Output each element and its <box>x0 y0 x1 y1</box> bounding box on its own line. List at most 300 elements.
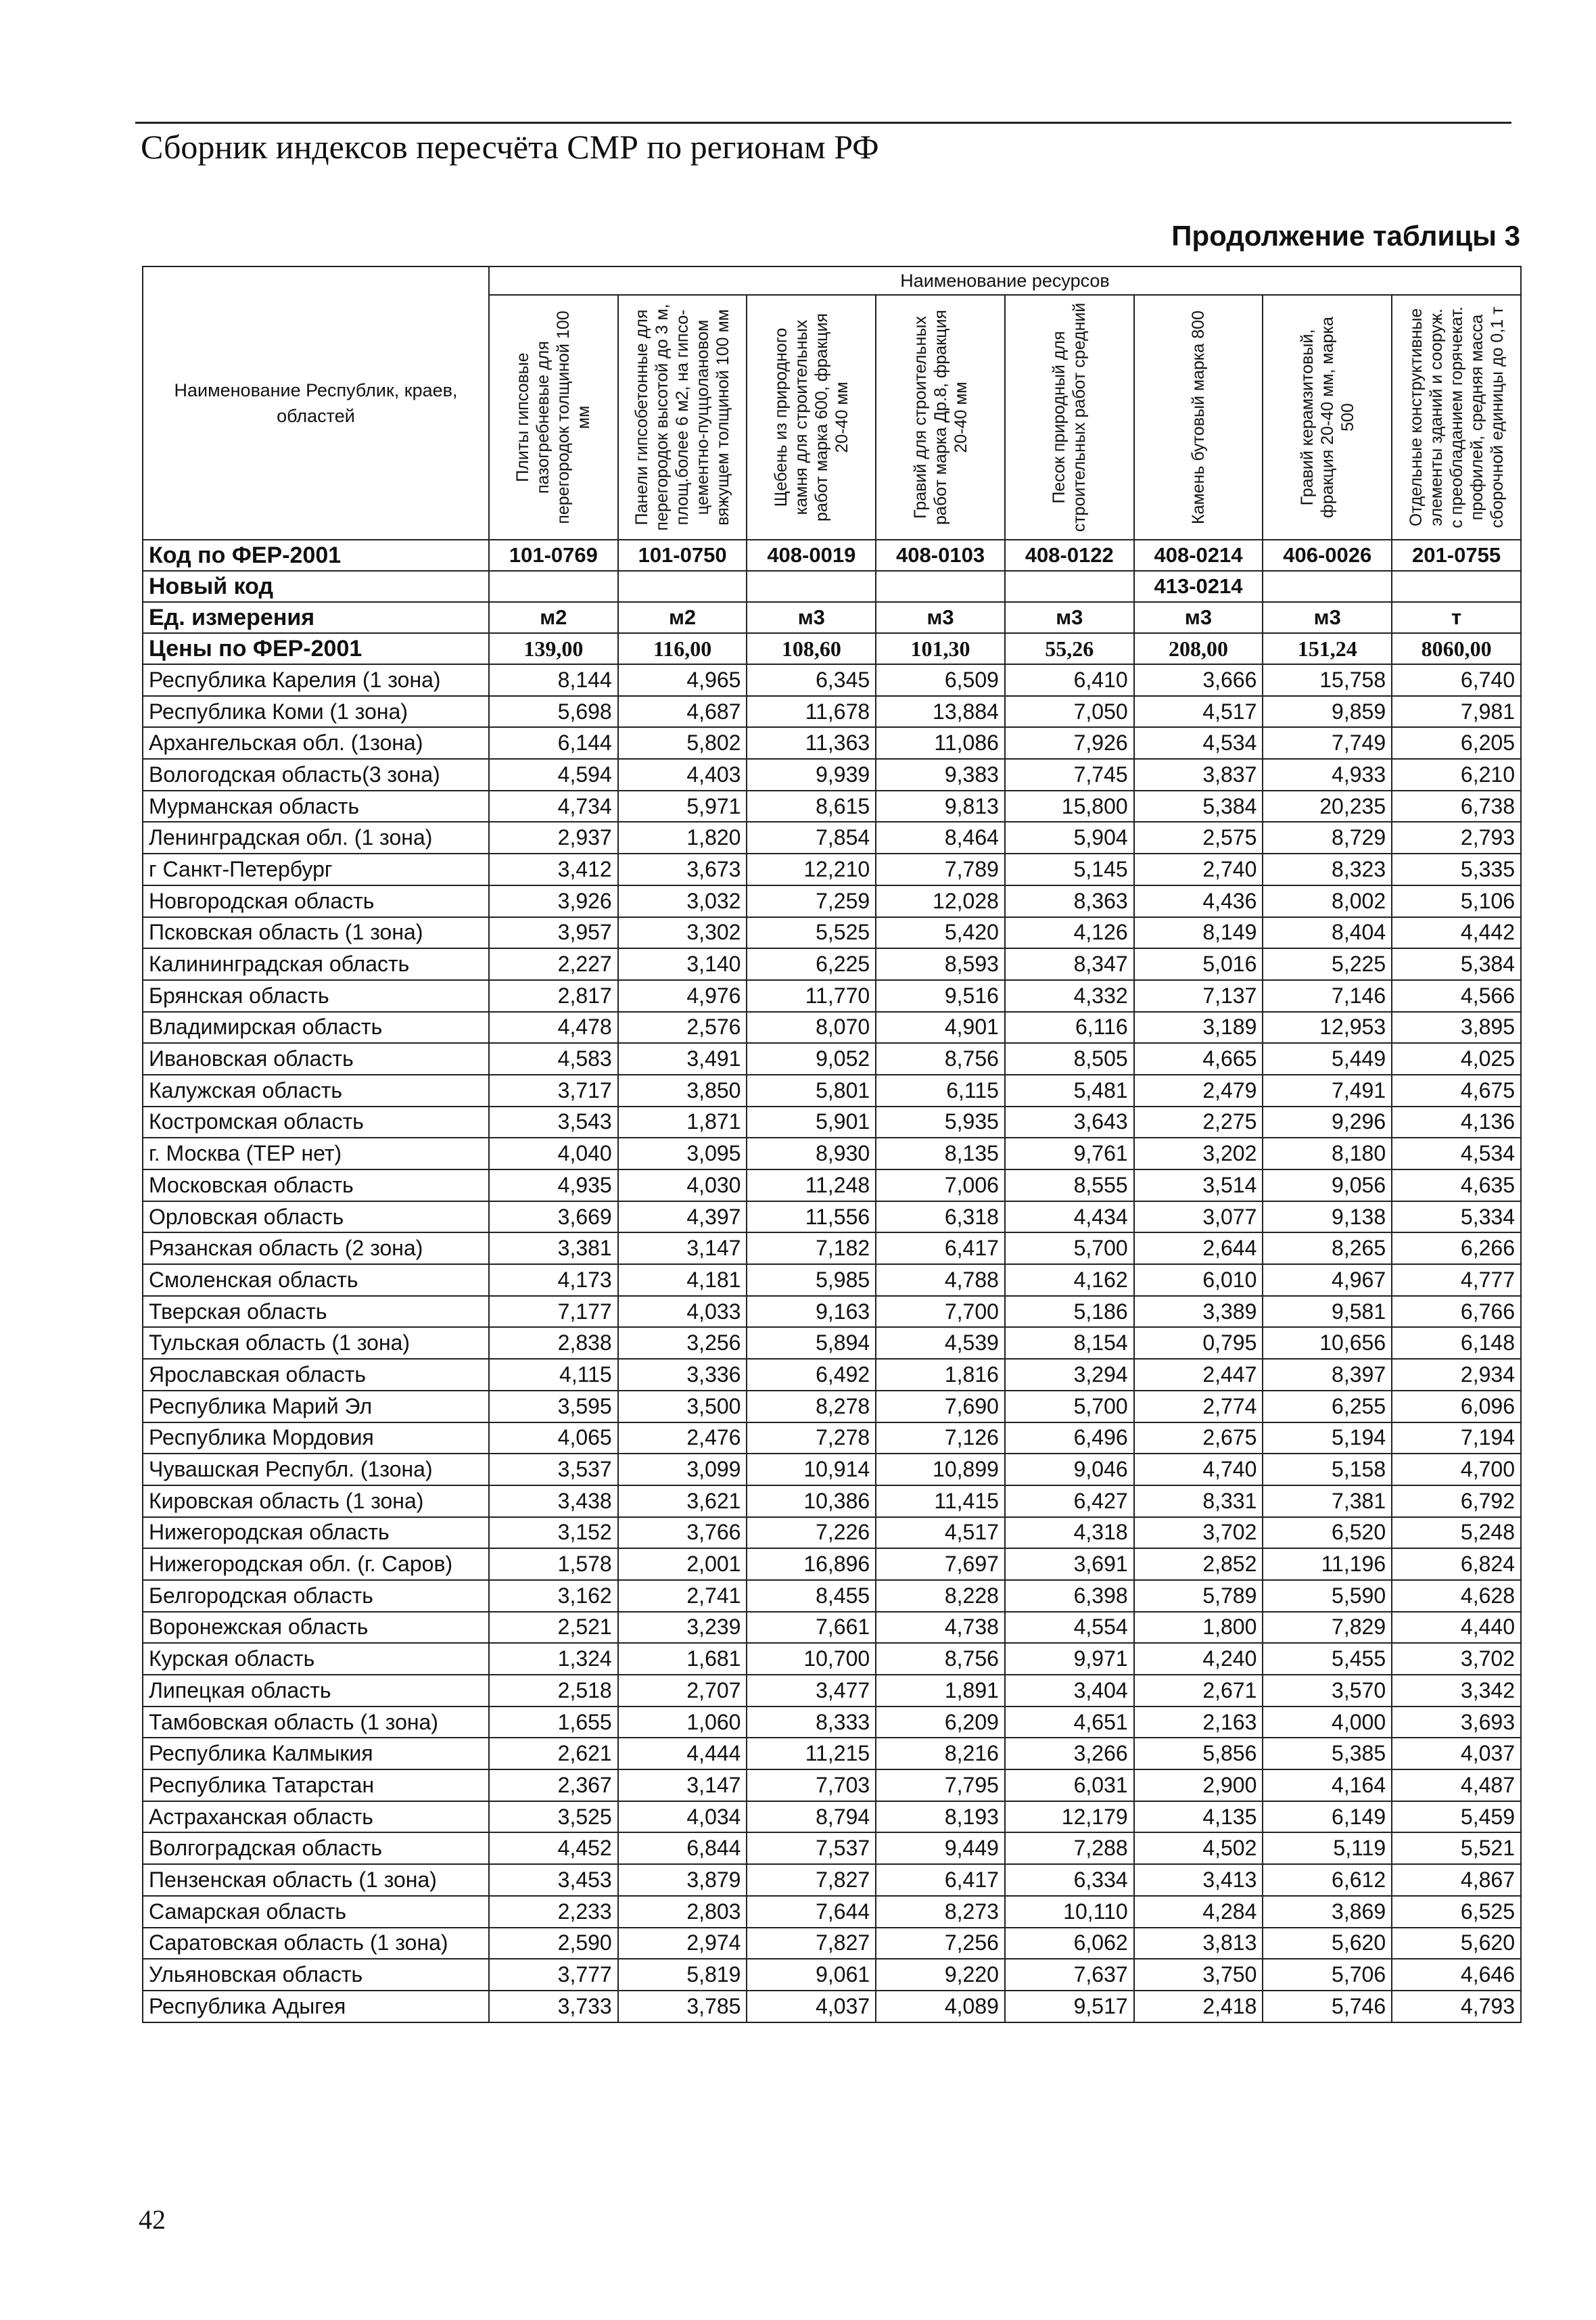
table-row <box>143 1138 1521 1169</box>
index-value: 8,216 <box>876 1738 1005 1769</box>
index-value: 5,335 <box>1392 854 1521 885</box>
price-cell: 55,26 <box>1005 633 1134 664</box>
region-name: Смоленская область <box>143 1264 489 1296</box>
index-value: 4,734 <box>489 791 618 822</box>
index-value: 3,491 <box>618 1043 747 1075</box>
index-value: 2,576 <box>618 1012 747 1044</box>
index-value: 4,065 <box>489 1422 618 1454</box>
unit-cell: м2 <box>489 602 618 633</box>
table-row <box>143 1169 1521 1201</box>
column-header: Камень бутовый марка 800 <box>1134 295 1263 540</box>
index-value: 3,702 <box>1392 1643 1521 1675</box>
index-value: 4,965 <box>618 664 747 696</box>
index-value: 4,033 <box>618 1296 747 1328</box>
index-value: 4,583 <box>489 1043 618 1075</box>
region-name: Республика Коми (1 зона) <box>143 696 489 728</box>
index-value: 2,852 <box>1134 1548 1263 1580</box>
index-value: 7,827 <box>747 1864 876 1896</box>
index-value: 4,136 <box>1392 1107 1521 1138</box>
index-value: 3,717 <box>489 1075 618 1107</box>
price-cell: 101,30 <box>876 633 1005 664</box>
region-name: Пензенская область (1 зона) <box>143 1864 489 1896</box>
index-value: 7,226 <box>747 1517 876 1549</box>
index-value: 6,255 <box>1263 1391 1392 1422</box>
index-value: 8,180 <box>1263 1138 1392 1169</box>
index-value: 7,795 <box>876 1769 1005 1801</box>
index-value: 4,000 <box>1263 1707 1392 1738</box>
index-value: 3,673 <box>618 854 747 885</box>
index-value: 8,555 <box>1005 1169 1134 1201</box>
table-row <box>143 1107 1521 1138</box>
index-value: 9,971 <box>1005 1643 1134 1675</box>
table-row <box>143 1043 1521 1075</box>
index-value: 7,126 <box>876 1422 1005 1454</box>
index-value: 3,413 <box>1134 1864 1263 1896</box>
region-name: Ульяновская область <box>143 1959 489 1991</box>
index-value: 5,194 <box>1263 1422 1392 1454</box>
unit-cell: м3 <box>1134 602 1263 633</box>
table-row <box>143 1801 1521 1833</box>
column-header: Щебень из природного камня для строительных работ марка 600, фракция 20-40 мм <box>747 295 876 540</box>
index-value: 3,294 <box>1005 1359 1134 1391</box>
region-name: Республика Адыгея <box>143 1991 489 2022</box>
index-value: 2,774 <box>1134 1391 1263 1422</box>
index-value: 2,621 <box>489 1738 618 1769</box>
index-value: 7,177 <box>489 1296 618 1328</box>
unit-row-label: Ед. измерения <box>143 602 489 633</box>
index-value: 3,693 <box>1392 1707 1521 1738</box>
unit-cell: м3 <box>747 602 876 633</box>
table-row <box>143 1327 1521 1359</box>
index-value: 9,052 <box>747 1043 876 1075</box>
region-name: г Санкт-Петербург <box>143 854 489 885</box>
index-value: 7,703 <box>747 1769 876 1801</box>
index-value: 3,570 <box>1263 1675 1392 1707</box>
index-value: 10,656 <box>1263 1327 1392 1359</box>
index-value: 10,899 <box>876 1454 1005 1485</box>
index-value: 5,525 <box>747 917 876 949</box>
index-value: 2,227 <box>489 948 618 980</box>
index-value: 8,363 <box>1005 885 1134 917</box>
region-name: Вологодская область(3 зона) <box>143 759 489 791</box>
index-value: 4,517 <box>1134 696 1263 728</box>
index-value: 2,707 <box>618 1675 747 1707</box>
index-value: 1,324 <box>489 1643 618 1675</box>
page-number: 42 <box>139 2204 166 2235</box>
index-value: 4,534 <box>1392 1138 1521 1169</box>
index-value: 6,031 <box>1005 1769 1134 1801</box>
region-name: Брянская область <box>143 980 489 1012</box>
index-value: 3,147 <box>618 1769 747 1801</box>
index-value: 4,030 <box>618 1169 747 1201</box>
index-value: 5,698 <box>489 696 618 728</box>
index-value: 2,418 <box>1134 1991 1263 2022</box>
index-value: 5,248 <box>1392 1517 1521 1549</box>
table-row <box>143 917 1521 949</box>
region-name: Тамбовская область (1 зона) <box>143 1707 489 1738</box>
index-value: 8,397 <box>1263 1359 1392 1391</box>
unit-cell: т <box>1392 602 1521 633</box>
index-value: 9,859 <box>1263 696 1392 728</box>
index-value: 6,525 <box>1392 1896 1521 1928</box>
index-value: 3,342 <box>1392 1675 1521 1707</box>
region-name: Республика Карелия (1 зона) <box>143 664 489 696</box>
index-value: 12,953 <box>1263 1012 1392 1044</box>
index-value: 2,001 <box>618 1548 747 1580</box>
index-value: 4,025 <box>1392 1043 1521 1075</box>
index-value: 3,837 <box>1134 759 1263 791</box>
index-value: 9,761 <box>1005 1138 1134 1169</box>
index-value: 5,789 <box>1134 1580 1263 1612</box>
index-value: 3,412 <box>489 854 618 885</box>
index-value: 9,046 <box>1005 1454 1134 1485</box>
index-value: 9,138 <box>1263 1201 1392 1233</box>
index-value: 5,449 <box>1263 1043 1392 1075</box>
index-value: 9,061 <box>747 1959 876 1991</box>
index-value: 4,777 <box>1392 1264 1521 1296</box>
index-value: 8,615 <box>747 791 876 822</box>
region-name: Республика Калмыкия <box>143 1738 489 1769</box>
new-code-cell <box>747 571 876 602</box>
index-value: 7,827 <box>747 1928 876 1959</box>
table-continuation-caption: Продолжение таблицы 3 <box>1171 220 1520 252</box>
index-value: 6,210 <box>1392 759 1521 791</box>
index-value: 10,386 <box>747 1485 876 1517</box>
index-value: 15,800 <box>1005 791 1134 822</box>
code-cell: 101-0750 <box>618 540 747 571</box>
index-value: 2,741 <box>618 1580 747 1612</box>
table-row <box>143 696 1521 728</box>
index-value: 8,756 <box>876 1043 1005 1075</box>
index-value: 5,334 <box>1392 1201 1521 1233</box>
region-header: Наименование Республик, краев, областей <box>143 266 489 540</box>
index-value: 7,381 <box>1263 1485 1392 1517</box>
index-value: 7,690 <box>876 1391 1005 1422</box>
index-value: 6,766 <box>1392 1296 1521 1328</box>
index-value: 3,477 <box>747 1675 876 1707</box>
index-value: 2,934 <box>1392 1359 1521 1391</box>
index-value: 6,509 <box>876 664 1005 696</box>
index-value: 12,179 <box>1005 1801 1134 1833</box>
index-value: 3,453 <box>489 1864 618 1896</box>
table-row <box>143 1201 1521 1233</box>
index-value: 3,500 <box>618 1391 747 1422</box>
index-value: 6,520 <box>1263 1517 1392 1549</box>
table-row <box>143 1959 1521 1991</box>
index-value: 3,537 <box>489 1454 618 1485</box>
document-title: Сборник индексов пересчёта СМР по регионам РФ <box>141 128 879 166</box>
region-name: Ярославская область <box>143 1359 489 1391</box>
index-value: 2,817 <box>489 980 618 1012</box>
index-value: 5,384 <box>1134 791 1263 822</box>
index-value: 4,478 <box>489 1012 618 1044</box>
index-value: 9,163 <box>747 1296 876 1328</box>
index-value: 4,403 <box>618 759 747 791</box>
index-value: 3,595 <box>489 1391 618 1422</box>
unit-cell: м2 <box>618 602 747 633</box>
table-row <box>143 1675 1521 1707</box>
region-name: Тверская область <box>143 1296 489 1328</box>
index-value: 9,581 <box>1263 1296 1392 1328</box>
index-value: 5,590 <box>1263 1580 1392 1612</box>
index-value: 6,116 <box>1005 1012 1134 1044</box>
index-value: 5,385 <box>1263 1738 1392 1769</box>
column-header: Песок природный для строительных работ средний <box>1005 295 1134 540</box>
index-value: 3,239 <box>618 1612 747 1644</box>
index-value: 5,145 <box>1005 854 1134 885</box>
index-value: 4,788 <box>876 1264 1005 1296</box>
unit-cell: м3 <box>876 602 1005 633</box>
index-value: 8,070 <box>747 1012 876 1044</box>
index-value: 6,492 <box>747 1359 876 1391</box>
index-value: 3,189 <box>1134 1012 1263 1044</box>
index-value: 7,644 <box>747 1896 876 1928</box>
index-value: 3,514 <box>1134 1169 1263 1201</box>
index-value: 1,578 <box>489 1548 618 1580</box>
index-value: 3,266 <box>1005 1738 1134 1769</box>
new-code-cell <box>1005 571 1134 602</box>
index-value: 3,389 <box>1134 1296 1263 1328</box>
index-value: 15,758 <box>1263 664 1392 696</box>
index-value: 4,967 <box>1263 1264 1392 1296</box>
index-value: 5,856 <box>1134 1738 1263 1769</box>
index-value: 5,459 <box>1392 1801 1521 1833</box>
index-value: 7,256 <box>876 1928 1005 1959</box>
index-value: 5,700 <box>1005 1232 1134 1264</box>
index-value: 4,867 <box>1392 1864 1521 1896</box>
index-value: 3,669 <box>489 1201 618 1233</box>
index-value: 4,034 <box>618 1801 747 1833</box>
index-value: 9,516 <box>876 980 1005 1012</box>
index-value: 2,937 <box>489 822 618 854</box>
index-value: 1,816 <box>876 1359 1005 1391</box>
index-value: 6,266 <box>1392 1232 1521 1264</box>
region-name: Калининградская область <box>143 948 489 980</box>
index-value: 7,537 <box>747 1832 876 1864</box>
index-value: 2,671 <box>1134 1675 1263 1707</box>
index-value: 6,496 <box>1005 1422 1134 1454</box>
index-value: 11,248 <box>747 1169 876 1201</box>
index-value: 7,637 <box>1005 1959 1134 1991</box>
index-value: 5,894 <box>747 1327 876 1359</box>
index-value: 3,879 <box>618 1864 747 1896</box>
price-cell: 116,00 <box>618 633 747 664</box>
index-value: 2,900 <box>1134 1769 1263 1801</box>
index-value: 6,096 <box>1392 1391 1521 1422</box>
index-value: 6,398 <box>1005 1580 1134 1612</box>
table-row <box>143 1422 1521 1454</box>
index-value: 6,010 <box>1134 1264 1263 1296</box>
index-value: 2,793 <box>1392 822 1521 854</box>
index-value: 11,196 <box>1263 1548 1392 1580</box>
index-value: 2,675 <box>1134 1422 1263 1454</box>
index-value: 4,539 <box>876 1327 1005 1359</box>
index-value: 3,525 <box>489 1801 618 1833</box>
table-row <box>143 1707 1521 1738</box>
region-name: Саратовская область (1 зона) <box>143 1928 489 1959</box>
code-row-label: Код по ФЕР-2001 <box>143 540 489 571</box>
index-value: 9,449 <box>876 1832 1005 1864</box>
index-value: 16,896 <box>747 1548 876 1580</box>
index-value: 4,318 <box>1005 1517 1134 1549</box>
unit-row <box>143 602 1521 633</box>
region-name: Республика Марий Эл <box>143 1391 489 1422</box>
index-value: 5,186 <box>1005 1296 1134 1328</box>
region-name: Волгоградская область <box>143 1832 489 1864</box>
index-value: 7,745 <box>1005 759 1134 791</box>
index-value: 1,060 <box>618 1707 747 1738</box>
region-name: Новгородская область <box>143 885 489 917</box>
price-cell: 139,00 <box>489 633 618 664</box>
index-value: 7,182 <box>747 1232 876 1264</box>
index-value: 2,838 <box>489 1327 618 1359</box>
index-value: 7,700 <box>876 1296 1005 1328</box>
index-value: 4,635 <box>1392 1169 1521 1201</box>
table-row <box>143 1264 1521 1296</box>
index-value: 10,700 <box>747 1643 876 1675</box>
index-value: 3,256 <box>618 1327 747 1359</box>
index-value: 6,334 <box>1005 1864 1134 1896</box>
index-value: 1,681 <box>618 1643 747 1675</box>
index-value: 5,158 <box>1263 1454 1392 1485</box>
index-table <box>142 266 1522 2023</box>
index-value: 6,149 <box>1263 1801 1392 1833</box>
code-cell: 406-0026 <box>1263 540 1392 571</box>
index-value: 11,770 <box>747 980 876 1012</box>
index-value: 7,829 <box>1263 1612 1392 1644</box>
index-value: 4,487 <box>1392 1769 1521 1801</box>
region-name: Липецкая область <box>143 1675 489 1707</box>
index-value: 7,926 <box>1005 727 1134 759</box>
index-value: 4,442 <box>1392 917 1521 949</box>
index-value: 3,077 <box>1134 1201 1263 1233</box>
index-value: 7,137 <box>1134 980 1263 1012</box>
index-value: 5,802 <box>618 727 747 759</box>
index-value: 4,434 <box>1005 1201 1134 1233</box>
index-value: 4,628 <box>1392 1580 1521 1612</box>
index-value: 3,162 <box>489 1580 618 1612</box>
index-value: 9,383 <box>876 759 1005 791</box>
index-value: 3,032 <box>618 885 747 917</box>
column-header: Гравий для строительных работ марка Др.8, фракция 20-40 мм <box>876 295 1005 540</box>
index-value: 3,140 <box>618 948 747 980</box>
index-value: 6,318 <box>876 1201 1005 1233</box>
region-name: Псковская область (1 зона) <box>143 917 489 949</box>
index-value: 5,801 <box>747 1075 876 1107</box>
index-value: 4,332 <box>1005 980 1134 1012</box>
table-row <box>143 727 1521 759</box>
header-rule <box>135 122 1511 124</box>
table-row <box>143 854 1521 885</box>
index-value: 2,521 <box>489 1612 618 1644</box>
table-row <box>143 1738 1521 1769</box>
index-value: 10,914 <box>747 1454 876 1485</box>
index-value: 3,766 <box>618 1517 747 1549</box>
index-value: 4,646 <box>1392 1959 1521 1991</box>
index-value: 4,935 <box>489 1169 618 1201</box>
index-value: 4,162 <box>1005 1264 1134 1296</box>
index-value: 1,891 <box>876 1675 1005 1707</box>
region-name: г. Москва (ТЕР нет) <box>143 1138 489 1169</box>
table-row <box>143 1928 1521 1959</box>
index-value: 2,275 <box>1134 1107 1263 1138</box>
index-value: 5,620 <box>1263 1928 1392 1959</box>
index-value: 5,384 <box>1392 948 1521 980</box>
index-value: 3,850 <box>618 1075 747 1107</box>
table-row <box>143 1548 1521 1580</box>
table-row <box>143 1612 1521 1644</box>
index-value: 8,404 <box>1263 917 1392 949</box>
index-value: 4,901 <box>876 1012 1005 1044</box>
index-value: 7,981 <box>1392 696 1521 728</box>
index-value: 6,738 <box>1392 791 1521 822</box>
index-value: 8,149 <box>1134 917 1263 949</box>
index-value: 4,976 <box>618 980 747 1012</box>
index-value: 3,404 <box>1005 1675 1134 1707</box>
index-value: 3,643 <box>1005 1107 1134 1138</box>
index-value: 4,089 <box>876 1991 1005 2022</box>
index-value: 2,518 <box>489 1675 618 1707</box>
index-value: 4,181 <box>618 1264 747 1296</box>
index-value: 6,612 <box>1263 1864 1392 1896</box>
index-value: 4,240 <box>1134 1643 1263 1675</box>
index-value: 5,706 <box>1263 1959 1392 1991</box>
index-value: 10,110 <box>1005 1896 1134 1928</box>
index-value: 7,006 <box>876 1169 1005 1201</box>
index-value: 3,302 <box>618 917 747 949</box>
index-value: 8,323 <box>1263 854 1392 885</box>
index-value: 7,789 <box>876 854 1005 885</box>
header-row-group <box>143 266 1521 295</box>
table-row <box>143 759 1521 791</box>
index-value: 8,154 <box>1005 1327 1134 1359</box>
index-value: 8,333 <box>747 1707 876 1738</box>
price-row <box>143 633 1521 664</box>
index-value: 5,119 <box>1263 1832 1392 1864</box>
index-value: 5,225 <box>1263 948 1392 980</box>
index-value: 1,820 <box>618 822 747 854</box>
index-value: 4,740 <box>1134 1454 1263 1485</box>
index-value: 1,871 <box>618 1107 747 1138</box>
resource-group-header: Наименование ресурсов <box>489 266 1521 295</box>
table-row <box>143 791 1521 822</box>
index-value: 4,284 <box>1134 1896 1263 1928</box>
index-value: 9,517 <box>1005 1991 1134 2022</box>
index-value: 4,793 <box>1392 1991 1521 2022</box>
index-value: 7,050 <box>1005 696 1134 728</box>
index-value: 3,621 <box>618 1485 747 1517</box>
index-value: 2,367 <box>489 1769 618 1801</box>
index-value: 6,225 <box>747 948 876 980</box>
region-name: Самарская область <box>143 1896 489 1928</box>
column-header: Плиты гипсовые пазогребневые для перегородок толщиной 100 мм <box>489 295 618 540</box>
index-value: 3,777 <box>489 1959 618 1991</box>
index-value: 8,505 <box>1005 1043 1134 1075</box>
index-value: 1,800 <box>1134 1612 1263 1644</box>
index-value: 5,106 <box>1392 885 1521 917</box>
index-value: 2,476 <box>618 1422 747 1454</box>
index-value: 2,233 <box>489 1896 618 1928</box>
index-value: 4,440 <box>1392 1612 1521 1644</box>
index-value: 3,702 <box>1134 1517 1263 1549</box>
index-value: 8,193 <box>876 1801 1005 1833</box>
index-value: 4,502 <box>1134 1832 1263 1864</box>
unit-cell: м3 <box>1005 602 1134 633</box>
index-value: 2,974 <box>618 1928 747 1959</box>
region-name: Костромская область <box>143 1107 489 1138</box>
index-value: 6,345 <box>747 664 876 696</box>
index-value: 3,785 <box>618 1991 747 2022</box>
